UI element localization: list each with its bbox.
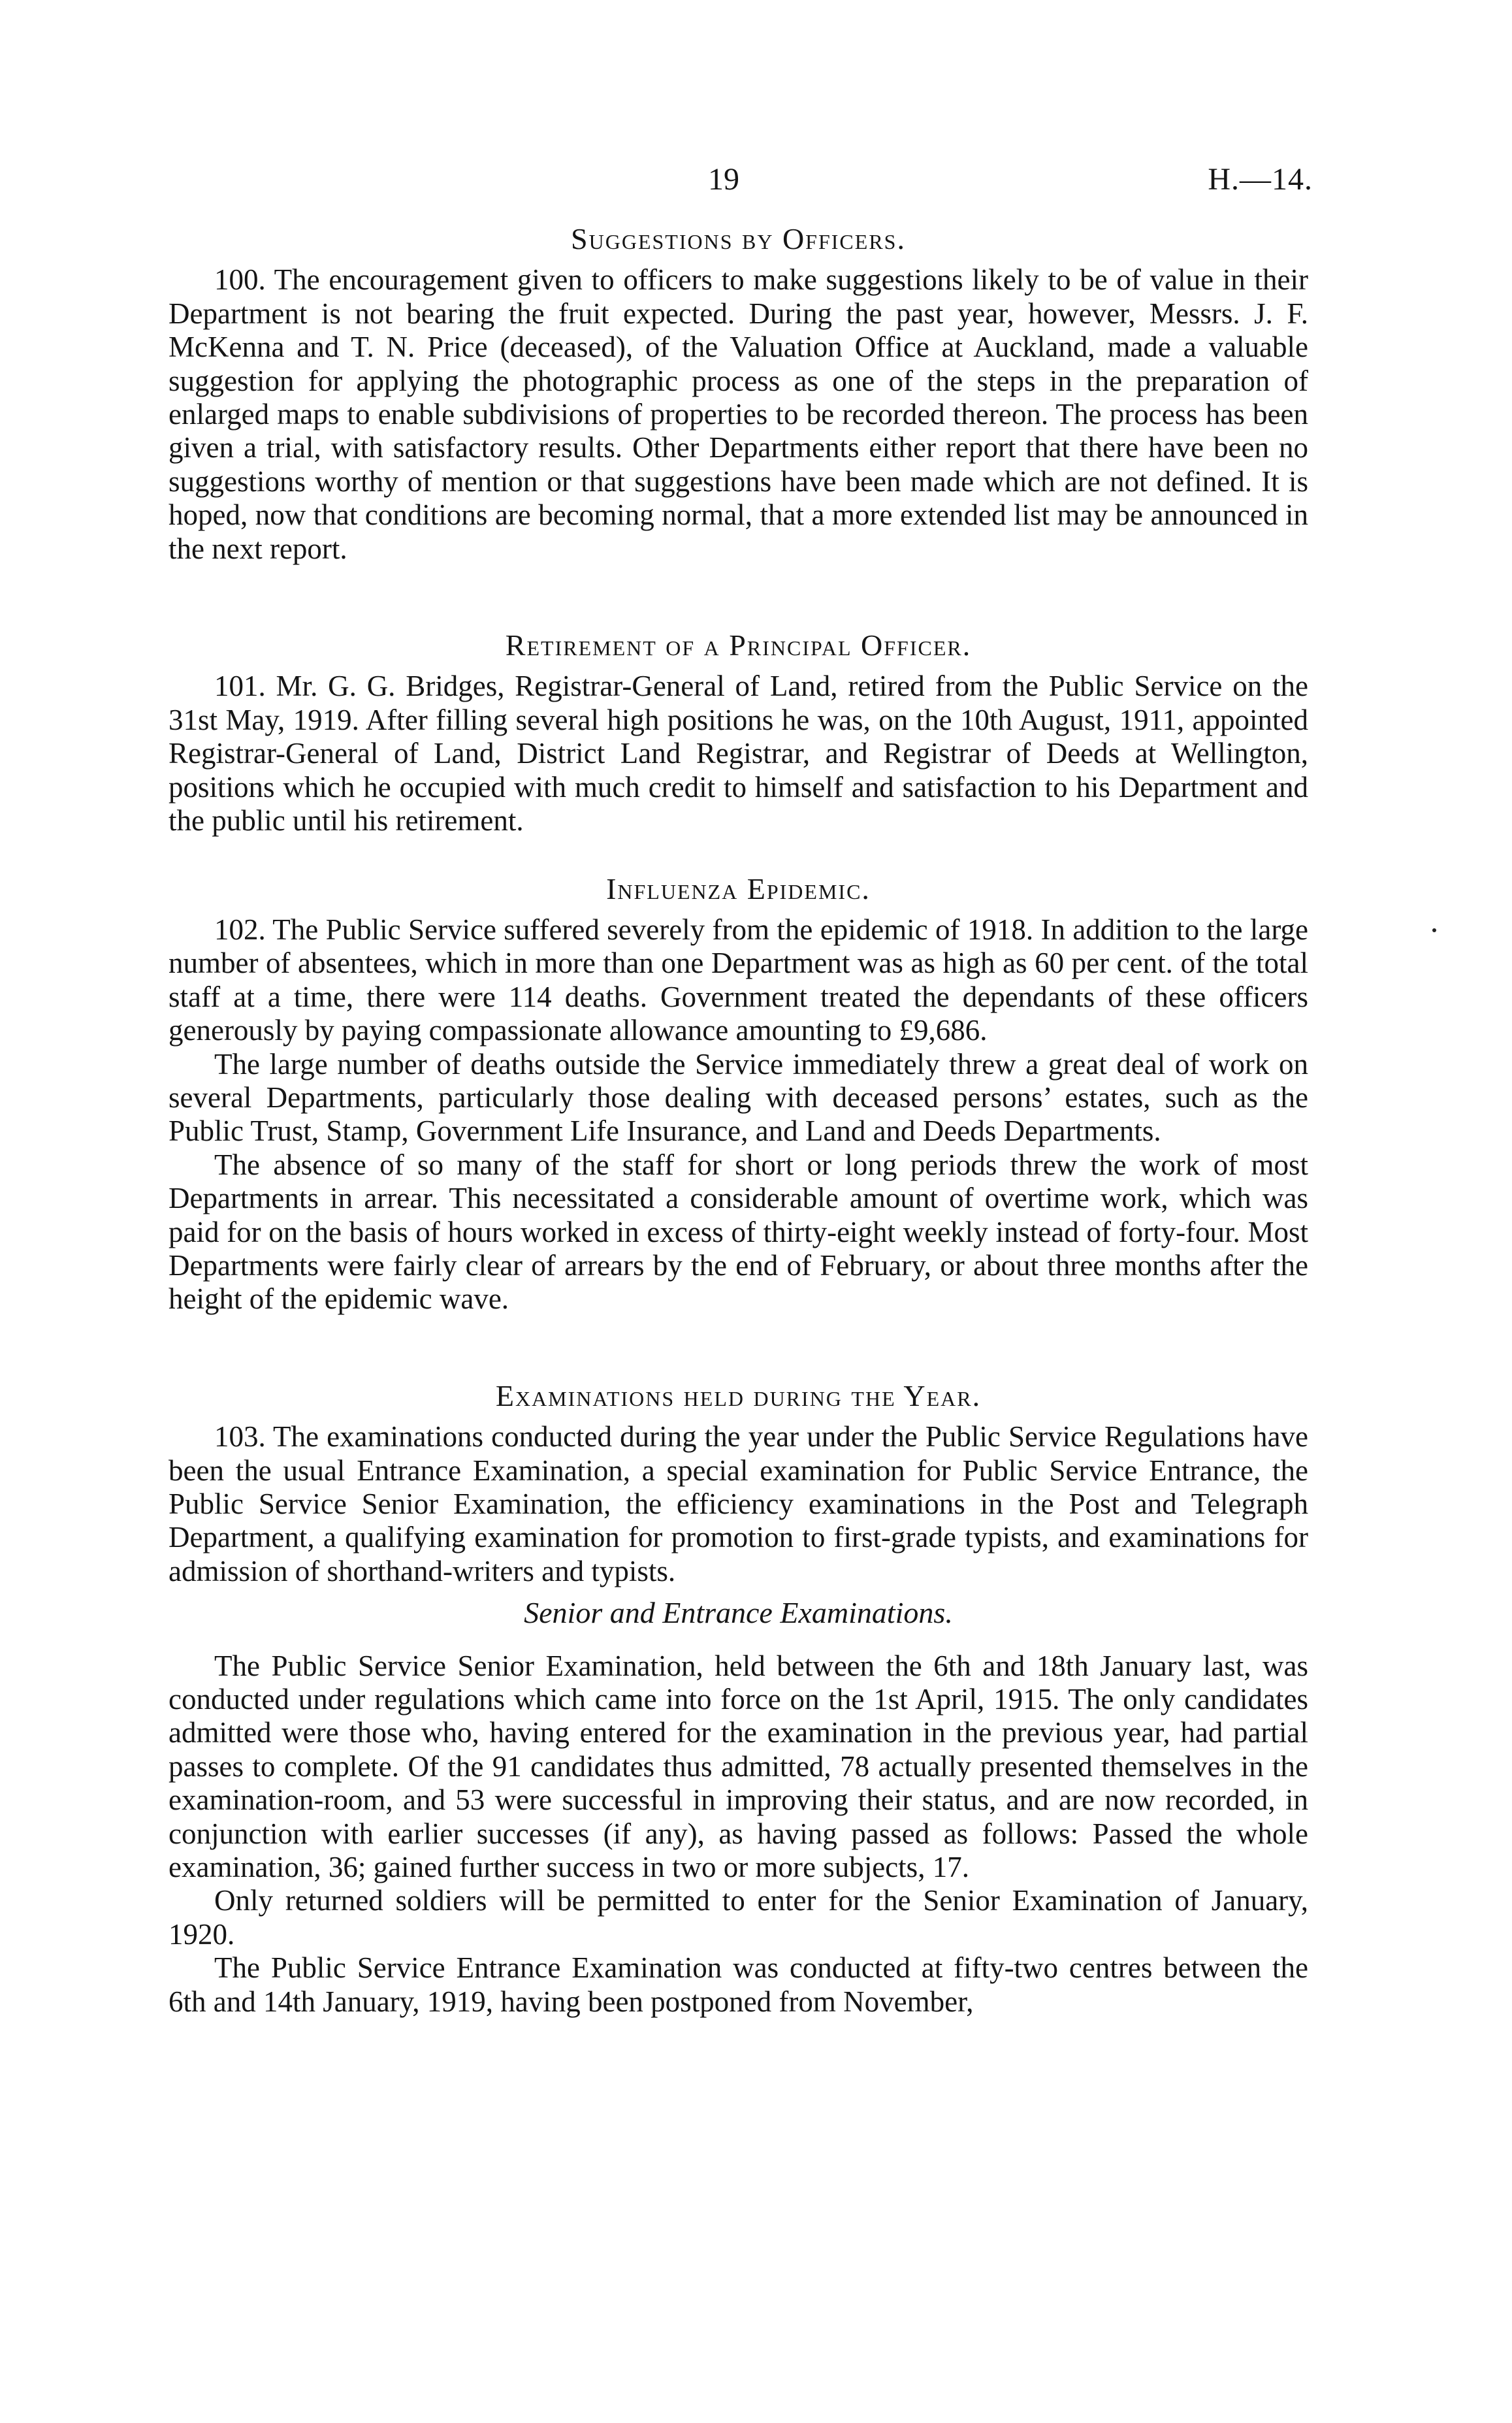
paragraph-returned-soldiers: Only returned soldiers will be permitted to enter for the Senior Examination of January, 1920. [169,1884,1308,1951]
subheading-senior-entrance: Senior and Entrance Examinations. [524,1596,953,1630]
paragraph-senior-exam: The Public Service Senior Examination, held between the 6th and 18th January last, was conducted under regulations which came into force on the 1st April, 1915. The only candidates admitted were those who, having entered for the examination in the previous year, had partial passes to complete. Of the 91 candidates thus admitted, 78 actually presented themselves in the examination-room, and 53 were successful in improving their status, and are now recorded, in conjunction with earlier successes (if any), as having passed as follows: Passed the whole examination, 36; gained further success in two or more subjects, 17. [169,1649,1308,1884]
paragraph-102-arrears: The absence of so many of the staff for short or long periods threw the work of most Departments in arrear. This necessitated a considerable amount of overtime work, which was paid for on the basis of hours worked in excess of thirty-eight weekly instead of forty-four. Most Departments were fairly clear of arrears by the end of February, or about three months after the height of the epidemic wave. [169,1148,1308,1316]
page-number: 19 [708,162,739,197]
document-reference: H.—14. [1208,162,1313,197]
section-heading-influenza: Influenza Epidemic. [606,871,871,905]
print-speck [1432,928,1436,932]
section-heading-retirement: Retirement of a Principal Officer. [505,628,972,662]
paragraph-101: 101. Mr. G. G. Bridges, Registrar-General of Land, retired from the Public Service on the 31st May, 1919. After filling several high positions he was, on the 10th August, 1911, appointed Registrar-General of Land, District Land Registrar, and Registrar of Deeds at Wellington, positions which he occupied with much credit to himself and satisfaction to his Department and the public until his retirement. [169,670,1308,837]
paragraph-103: 103. The examinations conducted during the year under the Public Service Regulations have been the usual Entrance Examination, a special examination for Public Service Entrance, the Public Service Senior Examination, the efficiency examinations in the Post and Telegraph Department, a qualifying examination for promotion to first-grade typists, and examinations for admission of shorthand-writers and typists. [169,1420,1308,1587]
page-header [0,161,1512,201]
paragraph-102-deaths: The large number of deaths outside the Service immediately threw a great deal of work on several Departments, particularly those dealing with deceased persons’ estates, such as the Public Trust, Stamp, Government Life Insurance, and Land and Deeds Departments. [169,1047,1308,1148]
paragraph-100: 100. The encouragement given to officers to make suggestions likely to be of value in their Department is not bearing the fruit expected. During the past year, however, Messrs. J. F. McKenna and T. N. Price (deceased), of the Valuation Office at Auckland, made a valuable suggestion for applying the photographic process as one of the steps in the preparation of enlarged maps to enable subdivisions of properties to be recorded thereon. The process has been given a trial, with satisfactory results. Other Departments either report that there have been no suggestions worthy of mention or that suggestions have been made which are not defined. It is hoped, now that conditions are becoming normal, that a more extended list may be announced in the next report. [169,263,1308,565]
page-body [169,222,1308,2019]
section-heading-examinations: Examinations held during the Year. [495,1378,982,1412]
paragraph-102: 102. The Public Service suffered severely from the epidemic of 1918. In addition to the large number of absentees, which in more than one Department was as high as 60 per cent. of the total staff at a time, there were 114 deaths. Government treated the dependants of these officers generously by paying compassionate allowance amounting to £9,686. [169,913,1308,1047]
section-heading-suggestions: Suggestions by Officers. [571,222,906,255]
paragraph-entrance-exam: The Public Service Entrance Examination was conducted at fifty-two centres between the 6th and 14th January, 1919, having been postponed from November, [169,1951,1308,2018]
